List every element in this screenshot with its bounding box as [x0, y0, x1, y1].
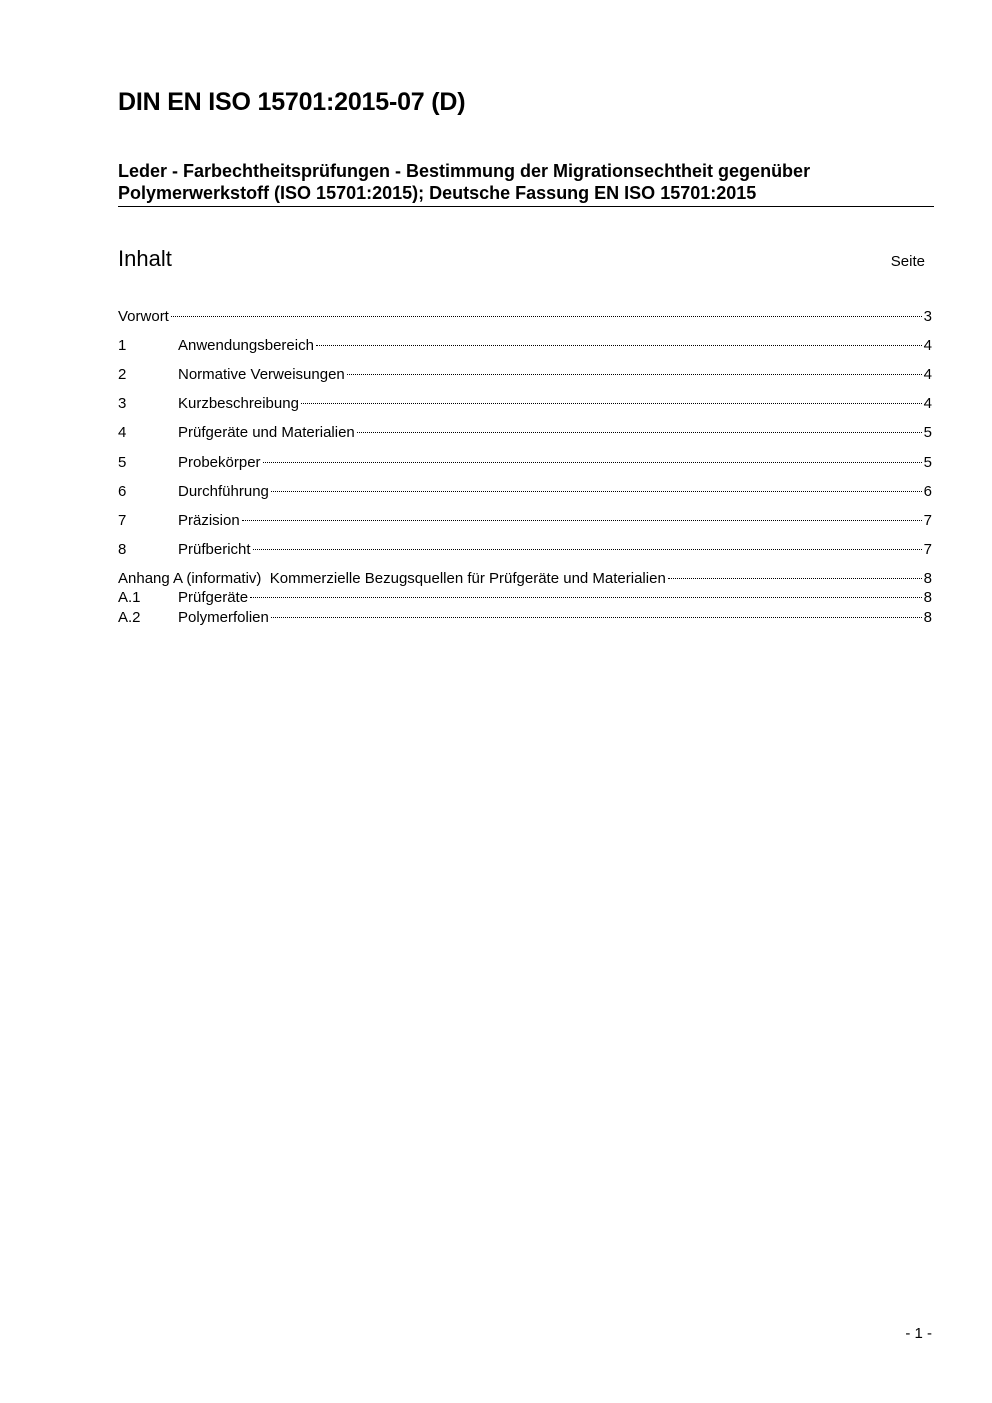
toc-dot-leader [250, 582, 922, 602]
toc-entry-a1-pruefgeraete[interactable] [118, 582, 932, 606]
toc-heading: Inhalt [118, 246, 172, 271]
toc-dot-leader [242, 505, 922, 525]
toc-entry-page: 8 [923, 589, 932, 606]
document-title [118, 160, 934, 204]
document-title-line-2: Polymerwerkstoff (ISO 15701:2015); Deutsche Fassung EN ISO 15701:2015 [118, 183, 757, 203]
toc-entry-page: 4 [923, 395, 932, 412]
toc-entry-number: 4 [118, 424, 127, 441]
toc-dot-leader [253, 534, 922, 554]
toc-entry-number: 7 [118, 512, 127, 529]
document-id: DIN EN ISO 15701:2015-07 (D) [118, 88, 466, 116]
toc-dot-leader [271, 602, 922, 622]
toc-entry-page: 7 [923, 512, 932, 529]
title-divider [118, 206, 934, 207]
toc-entry-text: Anhang A (informativ) Kommerzielle Bezugsquellen für Prüfgeräte und Materialien [118, 570, 666, 587]
toc-entry-number: A.1 [118, 589, 141, 606]
document-title-line-1: Leder - Farbechtheitsprüfungen - Bestimmung der Migrationsechtheit gegenüber [118, 161, 811, 181]
toc-entry-page: 8 [923, 609, 932, 626]
toc-entry-number: 6 [118, 483, 127, 500]
toc-entry-page: 5 [923, 454, 932, 471]
toc-entry-text: Probekörper [178, 454, 261, 471]
toc-entry-vorwort[interactable] [118, 301, 932, 325]
toc-entry-kurzbeschreibung[interactable] [118, 388, 932, 412]
toc-page-column-label: Seite [890, 253, 925, 270]
toc-entry-text: Kurzbeschreibung [178, 395, 299, 412]
page-number: - 1 - [905, 1325, 932, 1342]
toc-entry-page: 6 [923, 483, 932, 500]
toc-entry-page: 7 [923, 541, 932, 558]
toc-dot-leader [357, 417, 922, 437]
toc-entry-number: 8 [118, 541, 127, 558]
toc-entry-page: 5 [923, 424, 932, 441]
toc-dot-leader [271, 476, 922, 496]
toc-entry-text: Polymerfolien [178, 609, 269, 626]
toc-entry-probekoerper[interactable] [118, 447, 932, 471]
toc-dot-leader [263, 447, 922, 467]
toc-entry-text: Prüfgeräte und Materialien [178, 424, 355, 441]
toc-entry-durchfuehrung[interactable] [118, 476, 932, 500]
toc-entry-text: Anwendungsbereich [178, 337, 314, 354]
toc-entry-number: 5 [118, 454, 127, 471]
toc-entry-anhang-a[interactable] [118, 563, 932, 587]
toc-entry-a2-polymerfolien[interactable] [118, 602, 932, 626]
toc-entry-page: 4 [923, 337, 932, 354]
toc-entry-text: Durchführung [178, 483, 269, 500]
toc-dot-leader [316, 330, 922, 350]
toc-entry-normative-verweisungen[interactable] [118, 359, 932, 383]
toc-entry-text: Prüfbericht [178, 541, 251, 558]
toc-entry-page: 8 [923, 570, 932, 587]
toc-entry-text: Vorwort [118, 308, 169, 325]
toc-entry-page: 3 [923, 308, 932, 325]
toc-dot-leader [171, 301, 922, 321]
toc-entry-pruefbericht[interactable] [118, 534, 932, 558]
toc-entry-number: 3 [118, 395, 127, 412]
toc-entry-text: Präzision [178, 512, 240, 529]
toc-entry-number: A.2 [118, 609, 141, 626]
toc-entry-number: 1 [118, 337, 127, 354]
toc-entry-anwendungsbereich[interactable] [118, 330, 932, 354]
toc-entry-text: Normative Verweisungen [178, 366, 345, 383]
toc-entry-praezision[interactable] [118, 505, 932, 529]
toc-entry-number: 2 [118, 366, 127, 383]
toc-dot-leader [347, 359, 922, 379]
toc-entry-page: 4 [923, 366, 932, 383]
toc-entry-pruefgeraete-und-materialien[interactable] [118, 417, 932, 441]
toc-entry-text: Prüfgeräte [178, 589, 249, 606]
toc-dot-leader [668, 563, 922, 583]
toc-dot-leader [301, 388, 922, 408]
